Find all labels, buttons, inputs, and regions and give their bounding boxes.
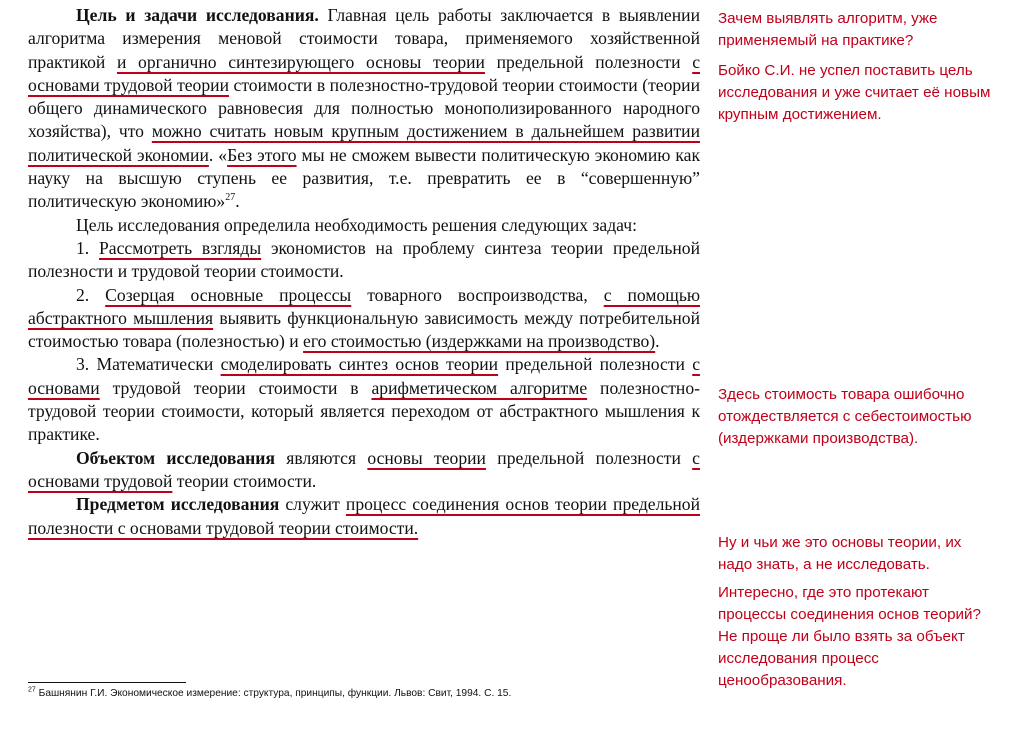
underlined-phrase: Без этого: [227, 144, 297, 165]
annotation-note-5: Интересно, где это протекают процессы соединения основ теорий? Не проще ли было взять за объект исследования процесс ценообразования.: [718, 584, 981, 689]
underlined-phrase: смоделировать синтез основ теории: [220, 354, 499, 375]
task-item-2: 2. Созерцая основные процессы товарного воспроизводства, с помощью абстрактного мышления выявить функциональную зависимость между потребительной стоимостью товара (полезностью) и его стоимостью (издержками на производство).: [28, 284, 701, 352]
annotation-note-4: Ну и чьи же это основы теории, их надо знать, а не исследовать.: [718, 534, 962, 573]
annotation-note-1: Зачем выявлять алгоритм, уже применяемый на практике?: [718, 10, 938, 49]
footnote: [28, 688, 511, 699]
underlined-phrase: можно считать новым крупным достижением в дальнейшем развитии политической экономии: [28, 121, 700, 165]
task-item-3: 3. Математически смоделировать синтез основ теории предельной полезности с основами трудовой теории стоимости в арифметическом алгоритме полезностно-трудовой теории стоимости, который является переходом от абстрактного мышления к практике.: [28, 354, 701, 445]
underlined-phrase: и органично синтезирующего основы теории: [116, 51, 485, 72]
underlined-phrase: Созерцая основные процессы: [105, 284, 352, 305]
subject-paragraph: Предметом исследования служит процесс соединения основ теории предельной полезности с основами трудовой теории стоимости.: [28, 494, 701, 538]
underlined-phrase: Рассмотреть взгляды: [99, 237, 262, 258]
annotation-note-3: Здесь стоимость товара ошибочно отождествляется с себестоимостью (издержками производства).: [718, 386, 972, 447]
underlined-phrase: с основами: [28, 354, 701, 398]
object-paragraph: Объектом исследования являются основы теории предельной полезности с основами трудовой теории стоимости.: [28, 447, 700, 491]
goal-heading: Цель и задачи исследования.: [76, 5, 319, 25]
footnote-divider: [28, 682, 186, 683]
underlined-phrase: арифметическом алгоритме: [371, 377, 588, 398]
object-label: Объектом исследования: [76, 447, 275, 468]
document-body: [28, 4, 700, 540]
underlined-phrase: с помощью абстрактного мышления: [28, 284, 701, 328]
footnote-text: Башнянин Г.И. Экономическое измерение: структура, принципы, функции. Львов: Свит, 1994. С. 15.: [35, 688, 512, 699]
footnote-ref: 27: [225, 192, 236, 204]
footnote-number: 27: [28, 686, 36, 694]
underlined-phrase: с основами трудовой теории: [28, 51, 700, 95]
underlined-phrase: основы теории: [367, 447, 486, 468]
annotation-note-2: Бойко С.И. не успел поставить цель исследования и уже считает её новым крупным достижением.: [718, 62, 991, 123]
task-item-1: 1. Рассмотреть взгляды экономистов на проблему синтеза теории предельной полезности и трудовой теории стоимости.: [28, 237, 701, 282]
underlined-phrase: процесс соединения основ теории предельной полезности с основами трудовой теории стоимости.: [28, 494, 701, 538]
subject-label: Предметом исследования: [76, 494, 280, 515]
tasks-intro: Цель исследования определила необходимость решения следующих задач:: [76, 214, 638, 235]
goal-paragraph: Цель и задачи исследования. Главная цель работы заключается в выявлении алгоритма измерения меновой стоимости товара, применяемого хозяйственной практикой и органично синтезирующего основы теории предельной полезности с основами трудовой теории стоимости в полезностно-трудовой теории стоимости (теории общего динамического равновесия для полностью монополизированного народного хозяйства), что можно считать новым крупным достижением в дальнейшем развитии политической экономии. «Без этого мы не сможем вывести политическую экономию как науку на высшую ступень ее развития, т.е. превратить ее в “совершенную” политическую экономию»$^{27}$.: [28, 5, 701, 212]
underlined-phrase: его стоимостью (издержками на производство): [303, 331, 656, 352]
underlined-phrase: с основами трудовой: [28, 447, 700, 491]
